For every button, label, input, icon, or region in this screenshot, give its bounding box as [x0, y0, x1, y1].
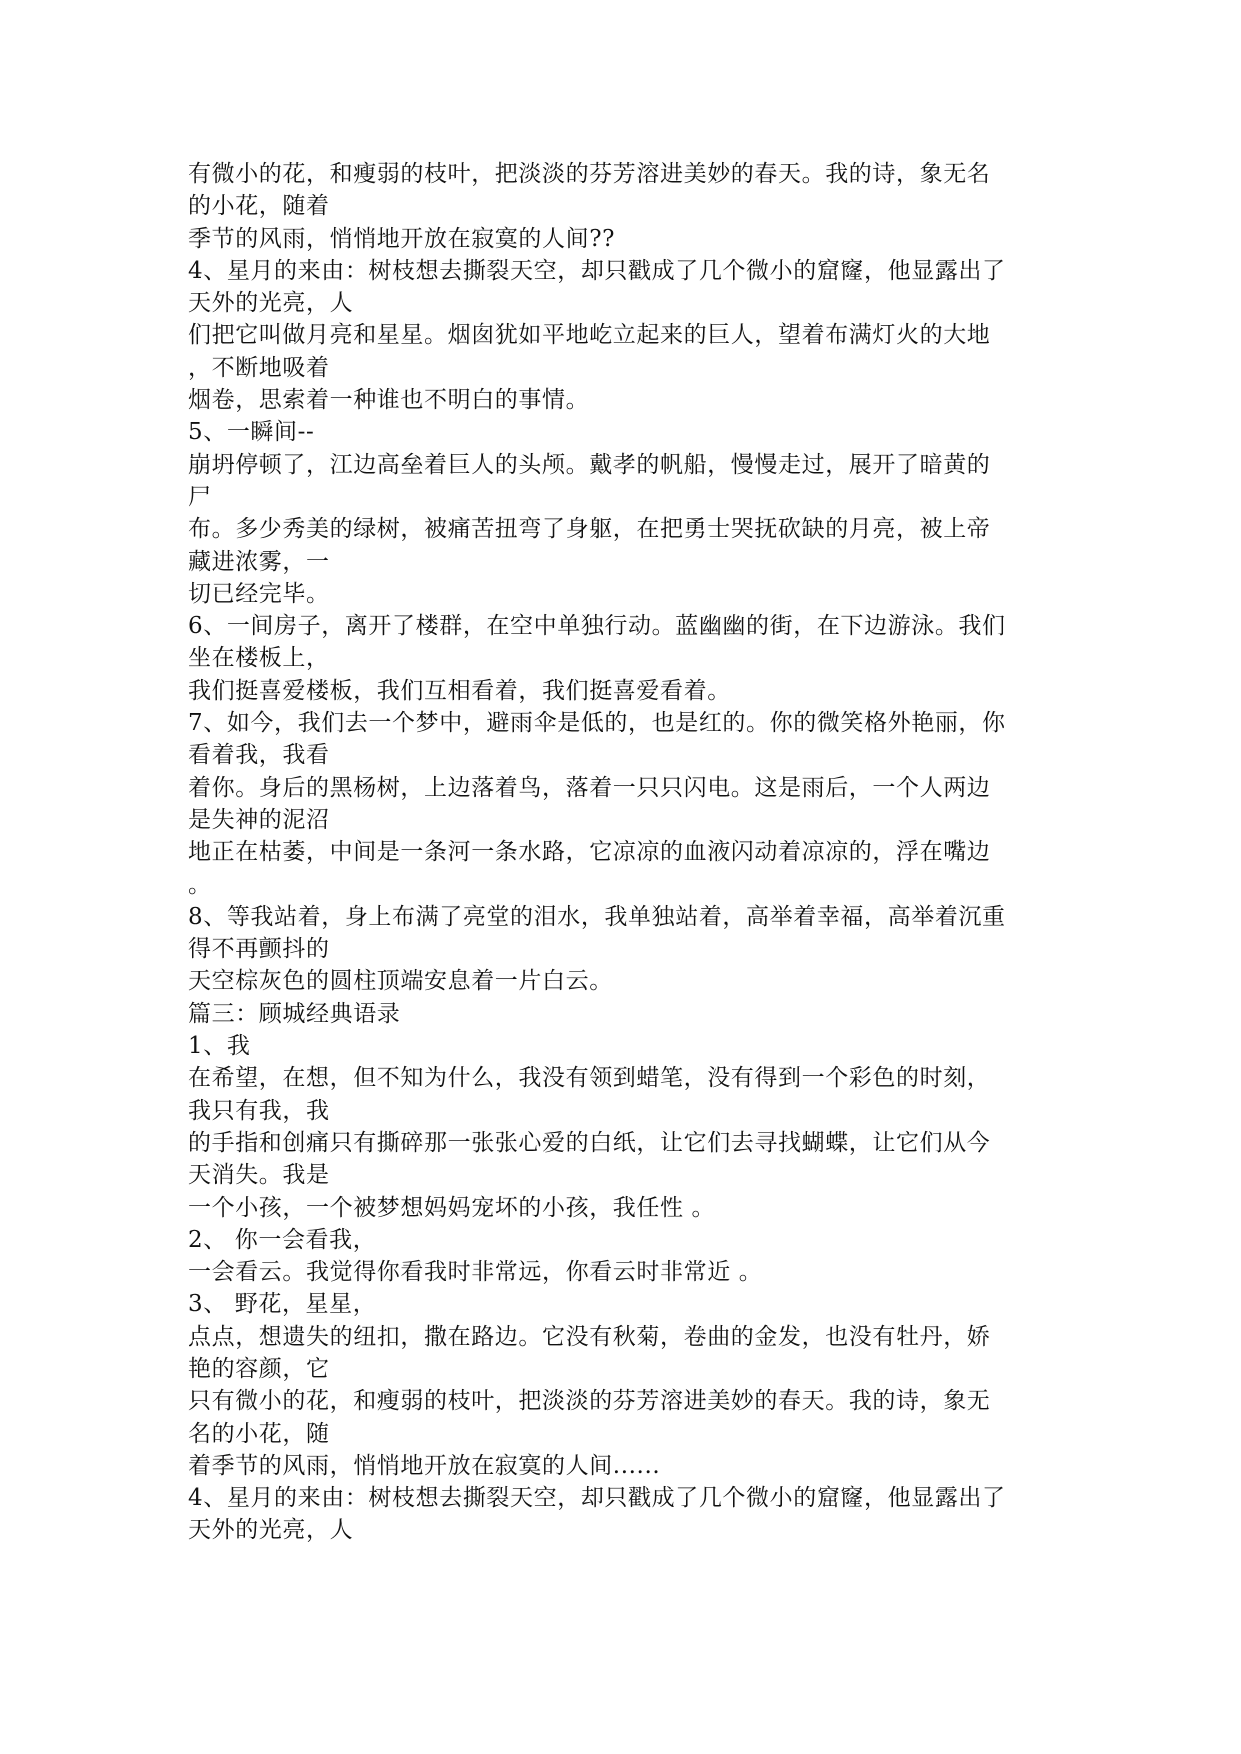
text-line: 天外的光亮，人	[188, 290, 354, 317]
text-line: 4、星月的来由：树枝想去撕裂天空，却只戳成了几个微小的窟窿，他显露出了	[188, 1485, 1006, 1512]
text-line: 崩坍停顿了，江边高垒着巨人的头颅。戴孝的帆船，慢慢走过，展开了暗黄的	[188, 451, 991, 478]
text-line: ，不断地吸着	[188, 354, 330, 381]
text-line: 看着我，我看	[188, 742, 330, 769]
text-line: 得不再颤抖的	[188, 936, 330, 963]
document-body	[188, 158, 1068, 1547]
text-line: 7、如今，我们去一个梦中，避雨伞是低的，也是红的。你的微笑格外艳丽，你	[188, 710, 1006, 737]
text-line: 6、一间房子，离开了楼群，在空中单独行动。蓝幽幽的街，在下边游泳。我们	[188, 613, 1006, 640]
text-line: 。	[188, 871, 212, 898]
text-line: 尸	[188, 483, 212, 510]
text-line: 坐在楼板上，	[188, 645, 330, 672]
text-line: 藏进浓雾，一	[188, 548, 330, 575]
text-line: 2、 你一会看我，	[188, 1226, 377, 1253]
text-line: 着季节的风雨，悄悄地开放在寂寞的人间......	[188, 1452, 661, 1479]
text-line: 天消失。我是	[188, 1162, 330, 1189]
text-line: 点点，想遗失的纽扣，撒在路边。它没有秋菊，卷曲的金发，也没有牡丹，娇	[188, 1323, 991, 1350]
text-line: 5、一瞬间--	[188, 419, 315, 446]
text-line: 我只有我，我	[188, 1097, 330, 1124]
text-line: 名的小花，随	[188, 1420, 330, 1447]
text-line: 烟卷，思索着一种谁也不明白的事情。	[188, 387, 590, 414]
text-line: 4、星月的来由：树枝想去撕裂天空，却只戳成了几个微小的窟窿，他显露出了	[188, 257, 1006, 284]
text-line: 着你。身后的黑杨树，上边落着鸟，落着一只只闪电。这是雨后，一个人两边	[188, 774, 991, 801]
text-line: 的小花，随着	[188, 193, 330, 220]
text-line: 有微小的花，和瘦弱的枝叶，把淡淡的芬芳溶进美妙的春天。我的诗，象无名	[188, 161, 991, 187]
text-line: 是失神的泥沼	[188, 806, 330, 833]
text-line: 8、等我站着，身上布满了亮堂的泪水，我单独站着，高举着幸福，高举着沉重	[188, 903, 1006, 930]
text-line: 季节的风雨，悄悄地开放在寂寞的人间??	[188, 225, 616, 252]
text-line: 一个小孩，一个被梦想妈妈宠坏的小孩，我任性 。	[188, 1194, 716, 1221]
text-line: 们把它叫做月亮和星星。烟囱犹如平地屹立起来的巨人，望着布满灯火的大地	[188, 322, 991, 349]
text-line: 只有微小的花，和瘦弱的枝叶，把淡淡的芬芳溶进美妙的春天。我的诗，象无	[188, 1388, 991, 1415]
text-line: 在希望，在想，但不知为什么，我没有领到蜡笔，没有得到一个彩色的时刻，	[188, 1065, 991, 1092]
text-line: 3、 野花，星星，	[188, 1291, 377, 1318]
text-line: 1、我	[188, 1033, 251, 1060]
text-line: 我们挺喜爱楼板，我们互相看着，我们挺喜爱看着。	[188, 677, 731, 704]
text-line: 的手指和创痛只有撕碎那一张张心爱的白纸，让它们去寻找蝴蝶，让它们从今	[188, 1129, 991, 1156]
text-line: 切已经完毕。	[188, 580, 330, 607]
text-line: 艳的容颜，它	[188, 1355, 330, 1382]
text-line: 地正在枯萎，中间是一条河一条水路，它凉凉的血液闪动着凉凉的，浮在嘴边	[188, 839, 991, 866]
text-line: 天空棕灰色的圆柱顶端安息着一片白云。	[188, 968, 613, 995]
text-line: 天外的光亮，人	[188, 1517, 354, 1544]
text-line: 一会看云。我觉得你看我时非常远，你看云时非常近 。	[188, 1259, 763, 1286]
text-line: 布。多少秀美的绿树，被痛苦扭弯了身躯，在把勇士哭抚砍缺的月亮，被上帝	[188, 516, 991, 543]
text-line: 篇三：顾城经典语录	[188, 1000, 401, 1027]
